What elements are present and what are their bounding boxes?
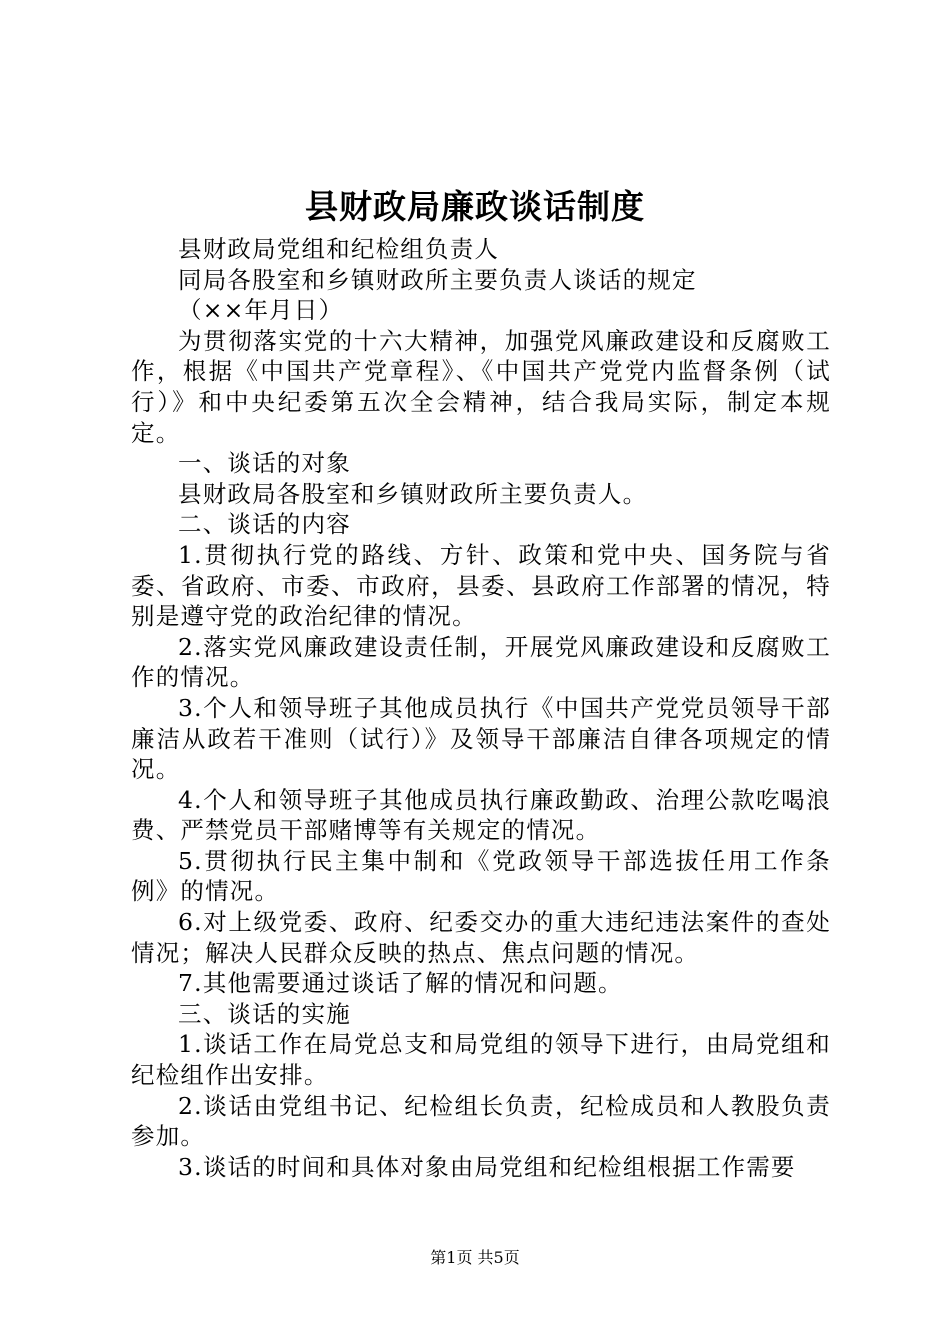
list-item: 5.贯彻执行民主集中制和《党政领导干部选拔任用工作条例》的情况。	[131, 846, 831, 906]
list-item: 3.个人和领导班子其他成员执行《中国共产党党员领导干部廉洁从政若干准则（试行）》及领导干部廉洁自律各项规定的情况。	[131, 693, 831, 784]
paragraph: 县财政局党组和纪检组负责人	[178, 235, 500, 263]
page-footer: 第1页 共5页	[430, 1248, 520, 1267]
list-item: 3.谈话的时间和具体对象由局党组和纪检组根据工作需要	[178, 1152, 796, 1181]
list-item: 2.落实党风廉政建设责任制，开展党风廉政建设和反腐败工作的情况。	[131, 632, 831, 692]
list-item: 2.谈话由党组书记、纪检组长负责，纪检成员和人教股负责参加。	[131, 1091, 831, 1151]
list-item: 7.其他需要通过谈话了解的情况和问题。	[178, 969, 623, 998]
section-heading: 三、谈话的实施	[178, 999, 351, 1028]
document-body	[131, 234, 831, 1182]
list-item: 1.谈话工作在局党总支和局党组的领导下进行，由局党组和纪检组作出安排。	[131, 1030, 831, 1090]
list-item: 6.对上级党委、政府、纪委交办的重大违纪违法案件的查处情况；解决人民群众反映的热点、焦点问题的情况。	[131, 908, 831, 967]
paragraph: 为贯彻落实党的十六大精神，加强党风廉政建设和反腐败工作，根据《中国共产党章程》、《中国共产党党内监督条例（试行）》和中央纪委第五次全会精神，结合我局实际，制定本规定。	[131, 326, 831, 447]
paragraph: （××年月日）	[178, 296, 344, 325]
list-item: 1.贯彻执行党的路线、方针、政策和党中央、国务院与省委、省政府、市委、市政府，县委、县政府工作部署的情况，特别是遵守党的政治纪律的情况。	[131, 540, 831, 631]
section-heading: 二、谈话的内容	[178, 510, 351, 539]
document-title: 县财政局廉政谈话制度	[305, 187, 645, 226]
paragraph: 县财政局各股室和乡镇财政所主要负责人。	[178, 479, 648, 508]
section-heading: 一、谈话的对象	[178, 449, 351, 478]
list-item: 4.个人和领导班子其他成员执行廉政勤政、治理公款吃喝浪费、严禁党员干部赌博等有关规定的情况。	[131, 785, 831, 845]
paragraph: 同局各股室和乡镇财政所主要负责人谈话的规定	[178, 265, 697, 294]
